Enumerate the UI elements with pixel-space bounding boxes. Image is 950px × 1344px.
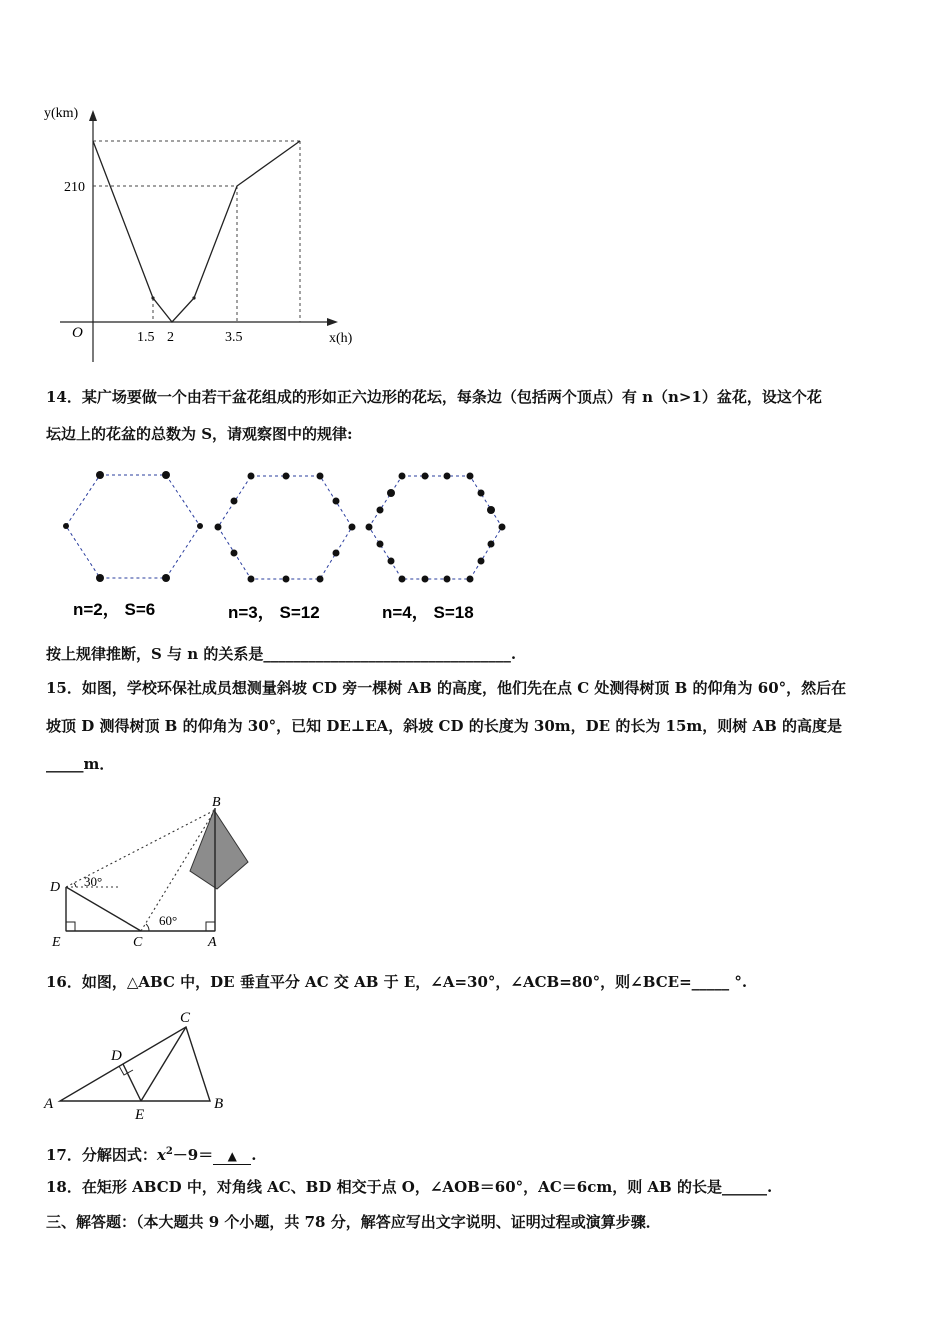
q15-line2: 坡顶 D 测得树顶 B 的仰角为 30°，已知 DE⊥EA，斜坡 CD 的长度为 30m，DE 的长为 15m，则树 AB 的高度是 — [46, 717, 843, 735]
section3-heading: 三、解答题：（本大题共 9 个小题，共 78 分，解答应写出文字说明、证明过程或演算步骤． — [46, 1213, 661, 1231]
label-E: E — [135, 1107, 145, 1123]
y-tick-210: 210 — [64, 180, 85, 195]
label-n4: n=4， S=18 — [382, 603, 474, 622]
x-tick-1-5: 1.5 — [137, 330, 155, 345]
q15-line3: _____m． — [46, 755, 115, 773]
graph-line — [93, 141, 300, 322]
q17-blank-triangle: ▲ — [227, 1149, 237, 1163]
hexagon-n2 — [63, 471, 203, 582]
q17-prefix: 17．分解因式： — [46, 1146, 157, 1164]
q17-end: . — [251, 1146, 257, 1164]
triangle-figure — [40, 1005, 235, 1125]
q17-exponent: 2 — [165, 1146, 173, 1157]
x-tick-2: 2 — [167, 330, 174, 345]
distance-time-graph — [40, 96, 370, 366]
q17-expr-rest: －9＝ — [172, 1146, 214, 1164]
q14-line1: 14．某广场要做一个由若干盆花组成的形如正六边形的花坛，每条边（包括两个顶点）有 n（n>1）盆花，设这个花 — [46, 388, 822, 406]
hexagon-figure — [50, 460, 520, 630]
y-axis-label: y(km) — [44, 106, 79, 121]
label-E: E — [52, 935, 61, 950]
label-D: D — [111, 1048, 122, 1064]
label-60deg: 60° — [159, 913, 178, 928]
label-n2: n=2， S=6 — [73, 600, 156, 619]
slope-tree-figure — [44, 788, 259, 953]
q15-line1: 15．如图，学校环保社成员想测量斜坡 CD 旁一棵树 AB 的高度，他们先在点 C 处测得树顶 B 的仰角为 60°，然后在 — [46, 679, 847, 697]
q14-answer-line: 按上规律推断，S 与 n 的关系是_________________________________. — [46, 645, 517, 663]
y-axis-arrow — [89, 110, 97, 121]
origin-label: O — [72, 325, 83, 341]
label-A: A — [208, 935, 217, 950]
label-B: B — [214, 1096, 224, 1112]
q17-line — [46, 1142, 256, 1165]
x-axis-arrow — [327, 318, 338, 326]
hexagon-n4 — [366, 473, 506, 583]
x-axis-label: x(h) — [329, 331, 353, 346]
label-30deg: 30° — [84, 874, 103, 889]
label-A: A — [44, 1096, 54, 1112]
label-C: C — [180, 1010, 191, 1026]
q17-x: x — [156, 1146, 166, 1164]
q16-text: 16．如图，△ABC 中，DE 垂直平分 AC 交 AB 于 E，∠A=30°，∠ACB=80°，则∠BCE=_____ °. — [46, 973, 748, 991]
hexagon-n3 — [215, 473, 356, 583]
label-C: C — [133, 935, 143, 950]
label-B: B — [212, 795, 221, 810]
q17-blank — [213, 1147, 251, 1165]
q18-text: 18．在矩形 ABCD 中，对角线 AC、BD 相交于点 O，∠AOB＝60°，AC＝6cm，则 AB 的长是______. — [46, 1178, 773, 1196]
label-D: D — [50, 880, 61, 895]
tree-shape — [190, 810, 248, 889]
x-tick-3-5: 3.5 — [225, 330, 243, 345]
dashed-guides — [93, 141, 300, 322]
q14-line2: 坛边上的花盆的总数为 S，请观察图中的规律: — [46, 425, 353, 443]
label-n3: n=3， S=12 — [228, 603, 320, 622]
